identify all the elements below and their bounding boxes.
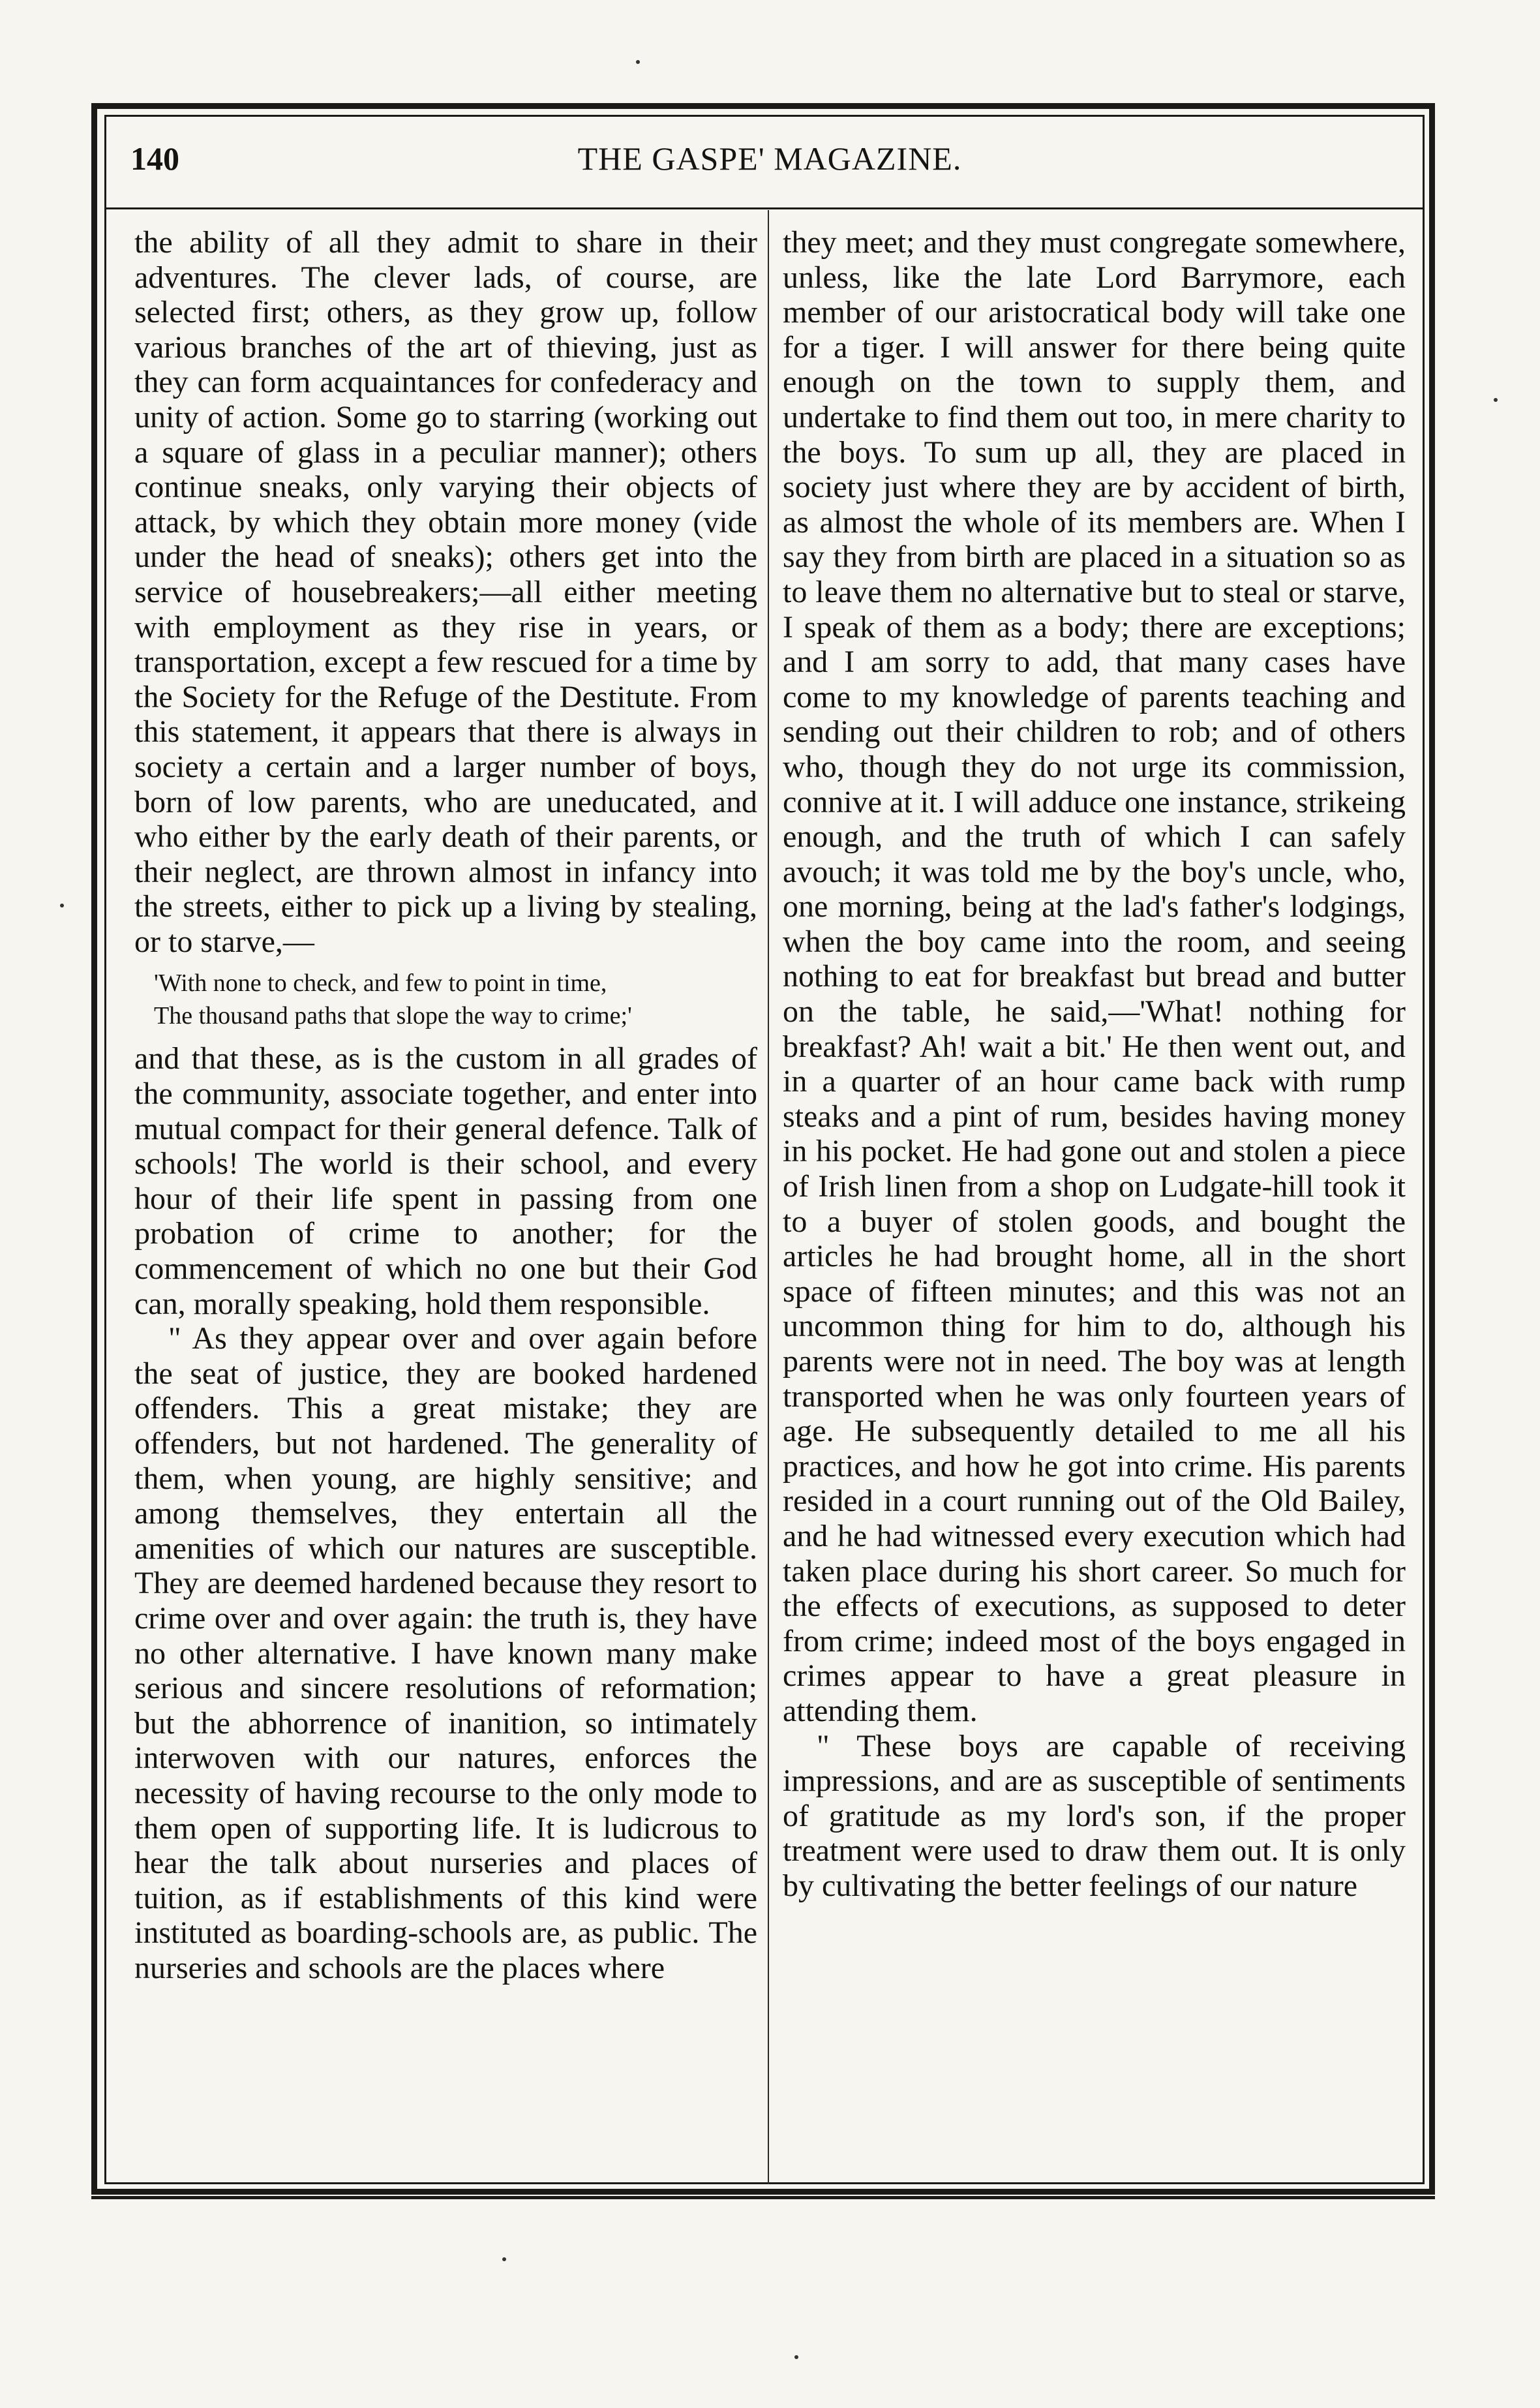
running-title: THE GASPE' MAGAZINE. [577, 140, 962, 177]
right-paragraph-2: " These boys are capable of receiving impressions, and are as susceptible of sentiments of gratitude as my lord's son, if the proper treatment were used to draw them out. It is only by cultivating the better feelings of our nature [783, 1728, 1406, 1903]
print-speck [636, 60, 640, 64]
print-speck [1494, 398, 1498, 402]
page-number: 140 [130, 140, 179, 177]
left-column [134, 225, 757, 1986]
column-divider [768, 210, 769, 2184]
page-header [130, 134, 1409, 206]
print-speck [502, 2257, 506, 2261]
left-paragraph-2: and that these, as is the custom in all grades of the community, associate together, and enter into mutual compact for their general defence. Talk of schools! The world is their school, and every hour of their life spent in passing from one probation of crime to another; for the commencement of which no one but their God can, morally speaking, hold them responsible. [134, 1041, 757, 1321]
right-paragraph-1: they meet; and they must congregate somewhere, unless, like the late Lord Barrymore, each member of our aristocratical body will take one for a tiger. I will answer for there being quite enough on the town to supply them, and undertake to find them out too, in mere charity to the boys. To sum up all, they are placed in society just where they are by accident of birth, as almost the whole of its members are. When I say they from birth are placed in a situation so as to leave them no alternative but to steal or starve, I speak of them as a body; there are exceptions; and I am sorry to add, that many cases have come to my knowledge of parents teaching and sending out their children to rob; and of others who, though they do not urge its commission, connive at it. I will adduce one instance, strikeing enough, and the truth of which I can safely avouch; it was told me by the boy's uncle, who, one morning, being at the lad's father's lodgings, when the boy came into the room, and seeing nothing to eat for breakfast but bread and butter on the table, he said,—'What! nothing for breakfast? Ah! wait a bit.' He then went out, and in a quarter of an hour came back with rump steaks and a pint of rum, besides having money in his pocket. He had gone out and stolen a piece of Irish linen from a shop on Ludgate-hill took it to a buyer of stolen goods, and bought the articles he had brought home, all in the short space of fifteen minutes; and this was not an uncommon thing for him to do, although his parents were not in need. The boy was at length transported when he was only fourteen years of age. He subsequently detailed to me all his practices, and how he got into crime. His parents resided in a court running out of the Old Bailey, and he had witnessed every execution which had taken place during his short career. So much for the effects of executions, as supposed to deter from crime; indeed most of the boys engaged in crimes appear to have a great pleasure in attending them. [783, 225, 1406, 1728]
print-speck [794, 2355, 798, 2359]
verse-line-2: The thousand paths that slope the way to crime;' [154, 1002, 632, 1030]
verse-line-1: 'With none to check, and few to point in time, [154, 969, 607, 998]
left-paragraph-1: the ability of all they admit to share in their adventures. The clever lads, of course, are selected first; others, as they grow up, follow various branches of the art of thieving, just as they can form acquaintances for confederacy and unity of action. Some go to starring (working out a square of glass in a peculiar manner); others continue sneaks, only varying their objects of attack, by which they obtain more money (vide under the head of sneaks); others get into the service of housebreakers;—all either meeting with employment as they rise in years, or transportation, except a few rescued for a time by the Society for the Refuge of the Destitute. From this statement, it appears that there is always in society a certain and a larger number of boys, born of low parents, who are uneducated, and who either by the early death of their parents, or their neglect, are thrown almost in infancy into the streets, either to pick up a living by stealing, or to starve,— [134, 225, 757, 959]
right-column [783, 225, 1406, 1904]
bottom-rule [91, 2196, 1435, 2199]
verse-quote [134, 967, 757, 1032]
header-rule [104, 207, 1425, 209]
print-speck [60, 904, 64, 907]
left-paragraph-3: " As they appear over and over again before the seat of justice, they are booked hardened offenders. This a great mistake; they are offenders, but not hardened. The generality of them, when young, are highly sensitive; and among themselves, they entertain all the amenities of which our natures are susceptible. They are deemed hardened because they resort to crime over and over again: the truth is, they have no other alternative. I have known many make serious and sincere resolutions of reformation; but the abhorrence of inanition, so intimately interwoven with our natures, enforces the necessity of having recourse to the only mode to them open of supporting life. It is ludicrous to hear the talk about nurseries and places of tuition, as if establishments of this kind were instituted as boarding-schools are, as public. The nurseries and schools are the places where [134, 1321, 757, 1985]
